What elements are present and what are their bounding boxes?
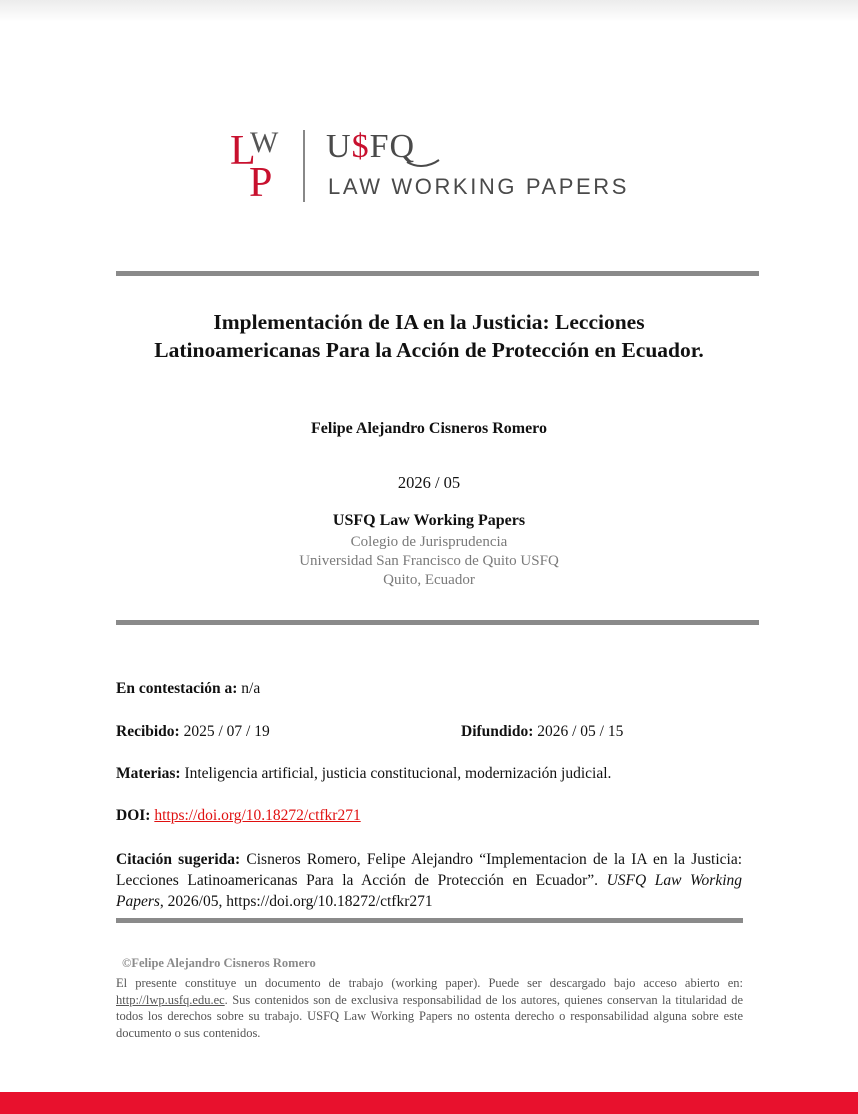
published-label: Difundido: bbox=[461, 723, 534, 740]
doi-link[interactable]: https://doi.org/10.18272/ctfkr271 bbox=[154, 807, 361, 824]
lwp-usfq-logo bbox=[230, 128, 630, 208]
subjects-field bbox=[116, 765, 611, 783]
city-name: Quito, Ecuador bbox=[383, 572, 475, 588]
footer-red-bar bbox=[0, 1092, 858, 1114]
received-field bbox=[116, 723, 270, 741]
contest-label: En contestación a: bbox=[116, 680, 238, 697]
bottom-rule bbox=[116, 918, 743, 923]
monogram-p: P bbox=[249, 160, 273, 206]
copyright-notice: ©Felipe Alejandro Cisneros Romero bbox=[122, 956, 316, 970]
usfq-dollar: $ bbox=[351, 128, 370, 165]
citation-text: Cisneros Romero, Felipe Alejandro “Implementacion de la IA en la Justicia: Lecciones Latinoamericanas Para la Acción de Protección en Ecuador”. bbox=[116, 851, 743, 889]
doi-field bbox=[116, 807, 361, 825]
title-line-2: Latinoamericanas Para la Acción de Protección en Ecuador. bbox=[154, 338, 704, 362]
paper-date: 2026 / 05 bbox=[397, 473, 461, 492]
paper-title bbox=[100, 308, 758, 364]
university-name: Universidad San Francisco de Quito USFQ bbox=[299, 553, 559, 569]
citation-label: Citación sugerida: bbox=[116, 851, 241, 868]
monogram-w: W bbox=[250, 126, 279, 159]
college-name: Colegio de Jurisprudencia bbox=[350, 534, 508, 550]
usfq-wordmark bbox=[326, 130, 415, 164]
title-line-1: Implementación de IA en la Justicia: Lecciones bbox=[213, 310, 645, 334]
series-name: USFQ Law Working Papers bbox=[332, 512, 526, 529]
subjects-label: Materias: bbox=[116, 765, 181, 782]
usfq-swoosh-icon bbox=[405, 154, 441, 168]
received-label: Recibido: bbox=[116, 723, 180, 740]
author-name: Felipe Alejandro Cisneros Romero bbox=[311, 420, 547, 437]
usfq-fq: FQ bbox=[369, 128, 416, 165]
citation-field bbox=[116, 849, 742, 912]
logo-divider bbox=[303, 130, 305, 202]
published-value: 2026 / 05 / 15 bbox=[537, 723, 624, 740]
footer-note-start: El presente constituye un documento de trabajo (working paper). Puede ser descargado bajo acceso abierto en: bbox=[116, 976, 743, 990]
contest-field bbox=[116, 680, 260, 698]
top-edge-shade bbox=[0, 0, 858, 22]
law-working-papers-text: LAW WORKING PAPERS bbox=[328, 174, 630, 199]
footer-note-end: . Sus contenidos son de exclusiva responsabilidad de los autores, quienes conservan la titularidad de todos los derechos sobre su trabajo. USFQ Law Working Papers no ostenta derecho o responsabilidad alguna sobre este documento o sus contenidos. bbox=[116, 992, 743, 1040]
citation-journal: USFQ Law Working Papers bbox=[116, 872, 742, 910]
received-value: 2025 / 07 / 19 bbox=[183, 723, 270, 740]
footer-url-link[interactable]: http://lwp.usfq.edu.ec bbox=[116, 992, 225, 1007]
monogram-l: L bbox=[230, 128, 256, 174]
usfq-u: U bbox=[326, 128, 352, 165]
published-field bbox=[461, 723, 623, 741]
middle-rule bbox=[116, 620, 759, 625]
contest-value: n/a bbox=[241, 680, 261, 697]
footer-note bbox=[116, 975, 743, 1041]
doi-label: DOI: bbox=[116, 807, 151, 824]
lwp-monogram bbox=[230, 128, 286, 206]
subjects-value: Inteligencia artificial, justicia constitucional, modernización judicial. bbox=[184, 765, 612, 782]
citation-tail: , 2026/05, https://doi.org/10.18272/ctfkr271 bbox=[159, 893, 433, 910]
top-rule bbox=[116, 271, 759, 276]
